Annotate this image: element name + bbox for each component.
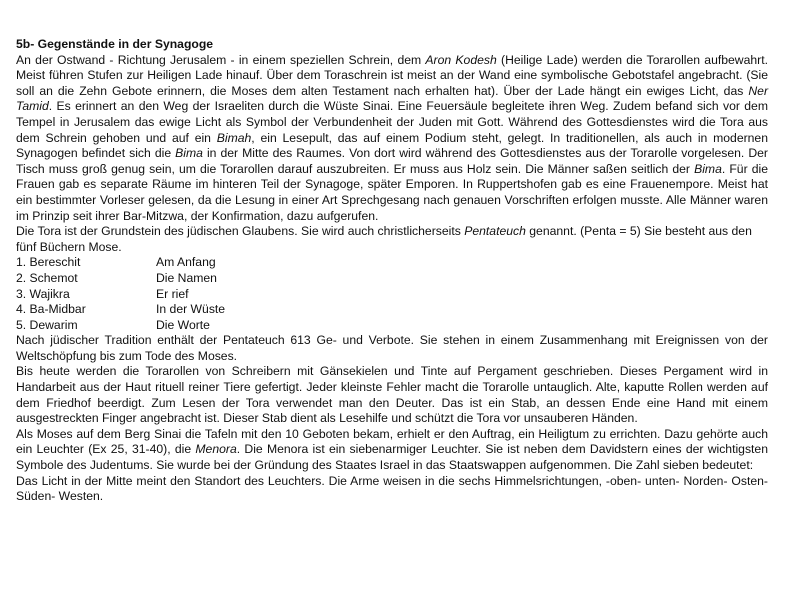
list-item xyxy=(16,318,768,334)
book-hebrew-name: 3. Wajikra xyxy=(16,286,70,301)
text-run: genannt. (Penta = 5) Sie besteht aus den fünf Büchern Mose. xyxy=(16,224,752,254)
book-german-name: Am Anfang xyxy=(156,255,216,270)
book-german-name: In der Wüste xyxy=(156,302,226,317)
text-run: An der Ostwand - Richtung Jerusalem - in einem speziellen Schrein, dem xyxy=(16,52,426,67)
book-hebrew-name: 2. Schemot xyxy=(16,270,78,285)
term-bima: Bima xyxy=(175,146,203,161)
text-run: Als Moses auf dem Berg Sinai die Tafeln mit den 10 Geboten bekam, erhielt er den Auftrag, ein Heiligtum zu errichten. Dazu gehörte auch ein Leuchter (Ex 25, 31-40), die xyxy=(16,426,768,457)
book-hebrew-name: 5. Dewarim xyxy=(16,317,78,332)
paragraph-menora xyxy=(16,427,768,474)
term-bima: Bima xyxy=(694,161,722,176)
term-pentateuch: Pentateuch xyxy=(464,224,526,239)
section-heading: 5b- Gegenstände in der Synagoge xyxy=(16,37,214,51)
term-ner-tamid: Ner Tamid xyxy=(16,83,768,114)
text-run: in der Mitte des Raumes. Von dort wird während des Gottesdienstes aus der Torarolle vorgelesen. Der Tisch muss groß genug sein, um die Torarollen darauf auszubreiten. Er muss aus Holz sein. Die Männer saßen seitlich der xyxy=(16,146,768,176)
text-run: . Für die Frauen gab es separate Räume im hinteren Teil der Synagoge, später Emporen. In Ruppertshofen gab es eine Frauenempore. Meist hat ein bestimmter Vorleser gelesen, da die Lesung in einer Art Sprechgesang nach genauen Vorschriften erfolgen musste. Alle Männer waren im Prinzip seit ihrer Bar-Mitzwa, der Konfirmation, dazu aufgerufen. xyxy=(16,161,768,223)
list-item xyxy=(16,271,768,287)
book-german-name: Die Worte xyxy=(156,317,210,332)
term-aron-kodesh: Aron Kodesh xyxy=(425,52,497,67)
list-item xyxy=(16,255,768,271)
document-page xyxy=(16,37,768,505)
text-run: , ein Lesepult, das auf einem Podium steht, gelegt. In traditionellen, als auch in modernen Synagogen befindet sich die xyxy=(16,130,768,161)
book-german-name: Er rief xyxy=(156,286,189,301)
book-hebrew-name: 4. Ba-Midbar xyxy=(16,302,86,317)
paragraph-tora xyxy=(16,224,768,255)
term-menora: Menora xyxy=(195,442,237,457)
text-run: . Es erinnert an den Weg der Israeliten durch die Wüste Sinai. Eine Feuersäule begleitete ihren Weg. Zudem befand sich vor dem Tempel in Jerusalem das ewige Licht als Symbol der Verbundenheit der Juden mit Gott. Während des Gottesdienstes wird die Tora aus dem Schrein gehoben und auf ein xyxy=(16,99,768,145)
text-run: . Die Menora ist ein siebenarmiger Leuchter. Sie ist neben dem Davidstern eines der wichtigsten Symbole des Judentums. Sie wurde bei der Gründung des Staates Israel in das Staatswappen aufgenommen. Die Zahl sieben bedeutet: xyxy=(16,442,768,473)
paragraph-light: Das Licht in der Mitte meint den Standort des Leuchters. Die Arme weisen in die sechs Himmelsrichtungen, -oben- unten- Norden- Osten- Süden- Westen. xyxy=(16,473,768,504)
list-item xyxy=(16,287,768,303)
book-hebrew-name: 1. Bereschit xyxy=(16,255,81,270)
paragraph-synagogue-objects xyxy=(16,53,768,225)
book-german-name: Die Namen xyxy=(156,270,217,285)
term-bimah: Bimah xyxy=(216,130,252,145)
text-run: Die Tora ist der Grundstein des jüdischen Glaubens. Sie wird auch christlicherseits xyxy=(16,224,465,239)
books-of-moses-list xyxy=(16,255,768,333)
paragraph-torah-scrolls: Bis heute werden die Torarollen von Schreibern mit Gänsekielen und Tinte auf Pergament geschrieben. Dieses Pergament wird in Handarbeit aus der Haut rituell reiner Tiere gefertigt. Jeder kleinste Fehler macht die Torarolle untauglich. Alte, kaputte Rollen werden auf dem Friedhof beerdigt. Zum Lesen der Tora verwendet man den Deuter. Das ist ein Stab, an dessen Ende eine Hand mit einem ausgestreckten Finger angebracht ist. Dieser Stab dient als Lesehilfe und schützt die Tora vor unsauberen Händen. xyxy=(16,364,768,426)
list-item xyxy=(16,302,768,318)
paragraph-commandments: Nach jüdischer Tradition enthält der Pentateuch 613 Ge- und Verbote. Sie stehen in einem Zusammenhang mit Ereignissen von der Weltschöpfung bis zum Tode des Moses. xyxy=(16,333,768,363)
text-run: (Heilige Lade) werden die Torarollen aufbewahrt. Meist führen Stufen zur Heiligen Lade hinauf. Über dem Toraschrein ist meist an der Wand eine symbolische Gebotstafel angebracht. (Sie soll an die Zehn Gebote erinnern, die Moses dem alten Testament nach erhalten hat). Über der Lade hängt ein ewiges Licht, das xyxy=(16,52,768,98)
